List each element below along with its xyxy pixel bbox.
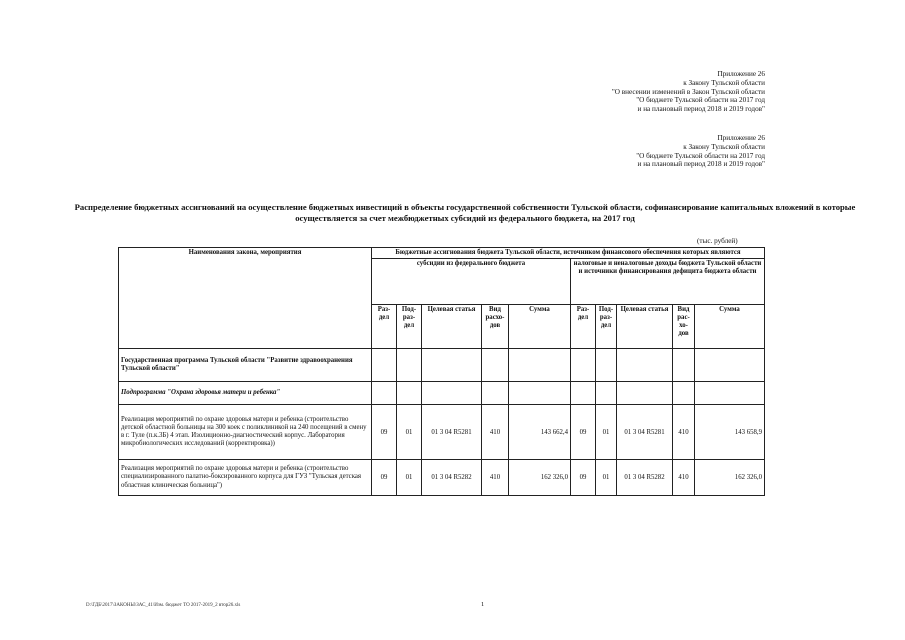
table-row-subprogram	[119, 382, 765, 405]
cell-razdel: 09	[372, 405, 397, 460]
cell-razdel: 09	[571, 460, 596, 496]
header-vid: Вид рас-хо-дов	[673, 305, 695, 349]
document-title: Распределение бюджетных ассигнований на осуществление бюджетных инвестиций в объекты государственной собственности Тульской области, софинансирование капитальных вложений в которые осуществляется за счет межбюджетных субсидий из федерального бюджета, на 2017 год	[74, 202, 856, 223]
row-name: Реализация мероприятий по охране здоровья матери и ребенка (строительство специализированного палатно-боксированного корпуса для ГУЗ "Тульская детская областная клиническая больница")	[119, 460, 372, 496]
header-podrazdel: Под-раз-дел	[596, 305, 617, 349]
header-summa: Сумма	[695, 305, 765, 349]
header-tax: налоговые и неналоговые доходы бюджета Тульской области и источники финансирования дефицита бюджета области	[571, 259, 765, 305]
cell-statya: 01 3 04 R5281	[617, 405, 673, 460]
cell-razdel: 09	[372, 460, 397, 496]
header-statya: Целевая статья	[617, 305, 673, 349]
row-name: Реализация мероприятий по охране здоровья матери и ребенка (строительство детской областной больницы на 300 коек с поликлиникой на 240 посещений в смену в г. Туле (п.к.3Б) 4 этап. Изолиционно-диагностический корпус. Лаборатория микробиологических исследований (корректировка))	[119, 405, 372, 460]
page-number: 1	[481, 601, 485, 608]
header-name: Наименования закона, мероприятия	[119, 248, 372, 349]
cell-vid: 410	[482, 460, 509, 496]
appendix-line: "О бюджете Тульской области на 2017 год	[636, 96, 765, 105]
cell-podrazdel: 01	[397, 405, 422, 460]
cell-summa: 162 326,0	[695, 460, 765, 496]
header-statya: Целевая статья	[422, 305, 482, 349]
unit-label: (тыс. рублей)	[697, 237, 738, 245]
cell-summa: 162 326,0	[509, 460, 571, 496]
appendix-line: и на плановый период 2018 и 2019 годов"	[637, 160, 765, 169]
table-row	[119, 460, 765, 496]
header-razdel: Раз-дел	[372, 305, 397, 349]
cell-vid: 410	[673, 460, 695, 496]
appendix-header-original	[636, 134, 765, 169]
appendix-line: к Закону Тульской области	[683, 142, 765, 151]
file-path-footer: D:\ГДБ\2017\ЗАКОНЫ\ЗАС_41\Изм. бюджет ТО 2017-2019_2 втор26.xls	[86, 603, 241, 608]
cell-statya: 01 3 04 R5282	[617, 460, 673, 496]
header-podrazdel: Под-раз-дел	[397, 305, 422, 349]
header-budget: Бюджетные ассигнования бюджета Тульской области, источником финансового обеспечения которых являются	[372, 248, 765, 259]
appendix-line: к Закону Тульской области	[683, 78, 765, 87]
appendix-line: Приложение 26	[717, 70, 765, 78]
cell-statya: 01 3 04 R5281	[422, 405, 482, 460]
subprogram-name: Подпрограмма "Охрана здоровья матери и ребенка"	[119, 382, 372, 405]
cell-summa: 143 658,9	[695, 405, 765, 460]
header-razdel: Раз-дел	[571, 305, 596, 349]
cell-podrazdel: 01	[397, 460, 422, 496]
header-summa: Сумма	[509, 305, 571, 349]
cell-podrazdel: 01	[596, 405, 617, 460]
appendix-line: "О бюджете Тульской области на 2017 год	[636, 151, 765, 160]
cell-vid: 410	[482, 405, 509, 460]
cell-vid: 410	[673, 405, 695, 460]
cell-razdel: 09	[571, 405, 596, 460]
appendix-line: и на плановый период 2018 и 2019 годов"	[637, 105, 765, 114]
cell-statya: 01 3 04 R5282	[422, 460, 482, 496]
header-vid: Вид расхо-дов	[482, 305, 509, 349]
budget-table	[118, 247, 765, 496]
table-row-program	[119, 349, 765, 382]
appendix-line: "О внесении изменений в Закон Тульской области	[611, 87, 765, 96]
header-federal: субсидии из федерального бюджета	[372, 259, 571, 305]
cell-summa: 143 662,4	[509, 405, 571, 460]
appendix-line: Приложение 26	[717, 134, 765, 142]
cell-podrazdel: 01	[596, 460, 617, 496]
program-name: Государственная программа Тульской области "Развитие здравоохранения Тульской области"	[119, 349, 372, 382]
table-row	[119, 405, 765, 460]
appendix-header-current	[612, 70, 765, 114]
